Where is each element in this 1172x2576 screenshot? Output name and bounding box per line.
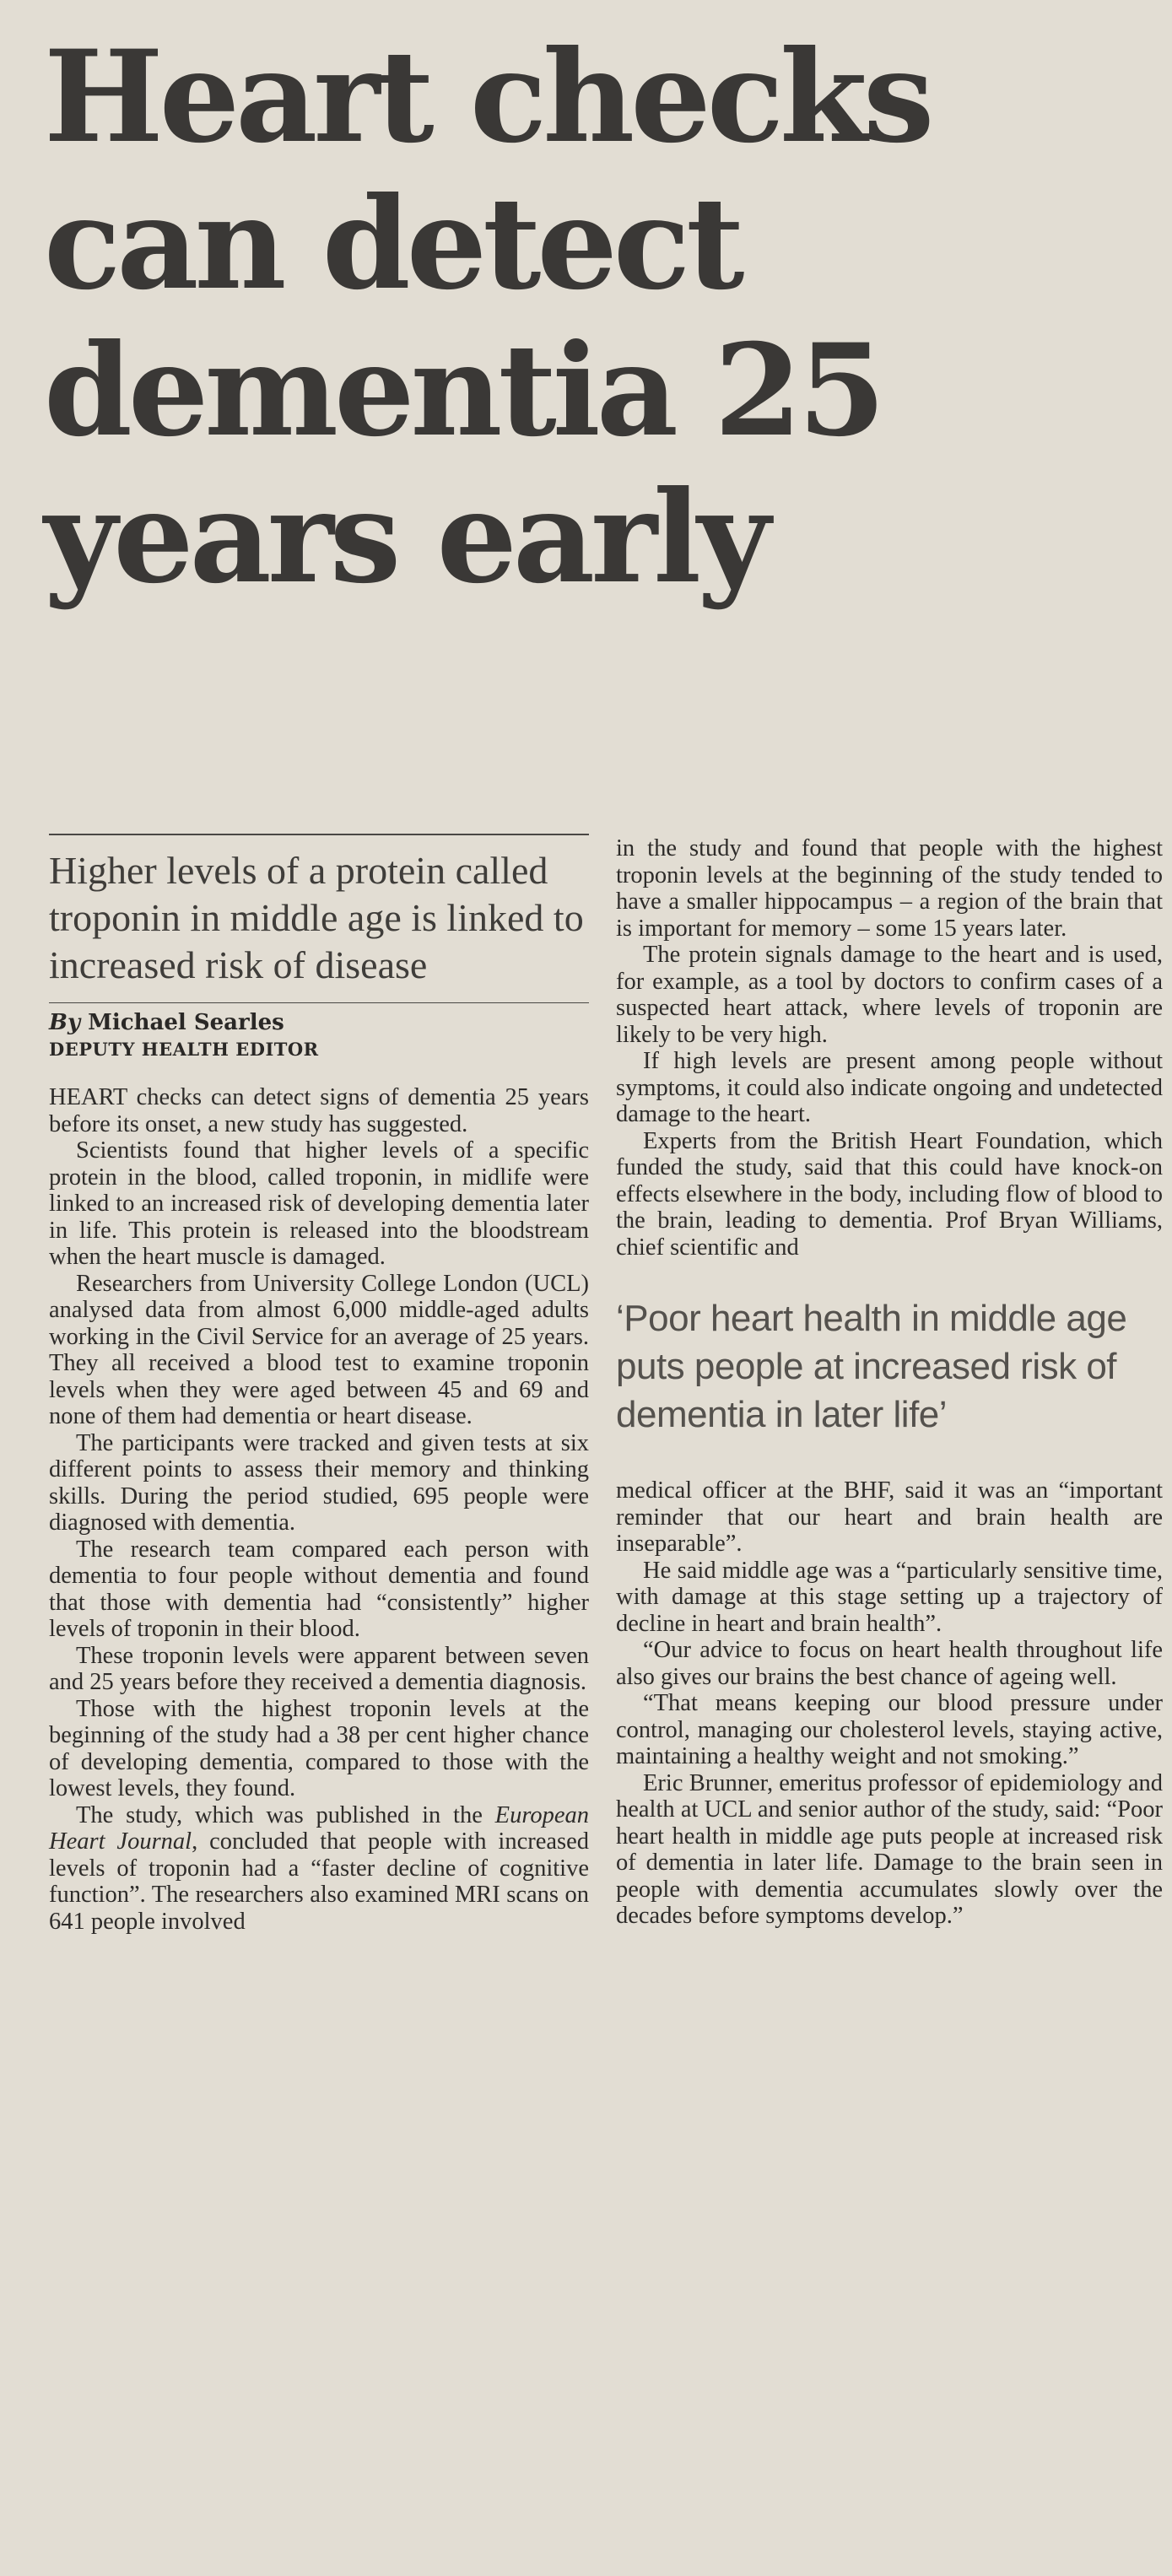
paragraph-right-1: in the study and found that people with the highest troponin levels at the beginning of the study tended to have a smaller hippocampus – a region of the brain that is important for memory – some 15 years later.	[616, 835, 1163, 942]
paragraph-left-3: Researchers from University College London (UCL) analysed data from almost 6,000 middle-aged adults working in the Civil Service for an average of 25 years. They all received a blood test to examine troponin levels when they were aged between 45 and 69 and none of them had dementia or heart disease.	[49, 1270, 589, 1429]
paragraph-left-1: HEART checks can detect signs of dementia 25 years before its onset, a new study has suggested.	[49, 1084, 589, 1137]
paragraph-left-8	[49, 1802, 589, 1936]
byline-author: Michael Searles	[88, 1010, 284, 1035]
paragraph-left-2: Scientists found that higher levels of a specific protein in the blood, called troponin, in midlife were linked to an increased risk of developing dementia later in life. This protein is released into the bloodstream when the heart muscle is damaged.	[49, 1137, 589, 1270]
paragraph-left-8-end: , concluded that people with increased levels of troponin had a “faster decline of cognitive function”. The researchers also examined MRI scans on 641 people involved	[49, 1828, 589, 1935]
paragraph-right-2: The protein signals damage to the heart and is used, for example, as a tool by doctors to confirm cases of a suspected heart attack, where levels of troponin are likely to be very high.	[616, 942, 1163, 1048]
right-column	[616, 835, 1163, 1930]
paragraph-right-8: “That means keeping our blood pressure under control, managing our cholesterol levels, staying active, maintaining a healthy weight and not smoking.”	[616, 1690, 1163, 1769]
left-column	[49, 834, 589, 1935]
article-body-left	[49, 1084, 589, 1935]
standfirst: Higher levels of a protein called troponin in middle age is linked to increased risk of disease	[49, 849, 584, 986]
headline-line-3: dementia 25	[44, 316, 882, 465]
byline	[49, 1008, 589, 1037]
paragraph-left-8-start: The study, which was published in the	[76, 1801, 495, 1828]
paragraph-right-7: “Our advice to focus on heart health throughout life also gives our brains the best chance of ageing well.	[616, 1637, 1163, 1690]
byline-rule	[49, 1002, 589, 1003]
byline-title: DEPUTY HEALTH EDITOR	[49, 1039, 319, 1060]
paragraph-right-9: Eric Brunner, emeritus professor of epidemiology and health at UCL and senior author of the study, said: “Poor heart health in middle age puts people at increased risk of dementia in later life. Damage to the brain seen in people with dementia accumulates slowly over the decades before symptoms develop.”	[616, 1769, 1163, 1929]
paragraph-left-7: Those with the highest troponin levels at the beginning of the study had a 38 per cent higher chance of developing dementia, compared to those with the lowest levels, they found.	[49, 1695, 589, 1801]
headline-line-1: Heart checks	[44, 23, 931, 171]
journal-name: European Heart Journal	[49, 1801, 589, 1855]
paragraph-left-4: The participants were tracked and given tests at six different points to assess their memory and thinking skills. During the period studied, 695 people were diagnosed with dementia.	[49, 1429, 589, 1536]
headline-line-2: can detect	[44, 170, 741, 318]
paragraph-right-6: He said middle age was a “particularly sensitive time, with damage at this stage setting up a trajectory of decline in heart and brain health”.	[616, 1557, 1163, 1637]
article-body-right	[616, 835, 1163, 1261]
byline-prefix: By	[49, 1010, 81, 1035]
pull-quote: ‘Poor heart health in middle age puts people at increased risk of dementia in later life’	[616, 1298, 1127, 1435]
headline	[44, 24, 1158, 611]
paragraph-right-4: Experts from the British Heart Foundation, which funded the study, said that this could have knock-on effects elsewhere in the body, including flow of blood to the brain, leading to dementia. Prof Bryan Williams, chief scientific and	[616, 1127, 1163, 1261]
paragraph-right-3: If high levels are present among people without symptoms, it could also indicate ongoing and undetected damage to the heart.	[616, 1048, 1163, 1127]
standfirst-top-rule	[49, 834, 589, 835]
headline-line-4: years early	[44, 463, 767, 612]
article-body-right-continued	[616, 1477, 1163, 1930]
paragraph-left-5: The research team compared each person with dementia to four people without dementia and found that those with dementia had “consistently” higher levels of troponin in their blood.	[49, 1536, 589, 1642]
paragraph-left-6: These troponin levels were apparent between seven and 25 years before they received a dementia diagnosis.	[49, 1642, 589, 1695]
paragraph-right-5: medical officer at the BHF, said it was an “important reminder that our heart and brain health are inseparable”.	[616, 1477, 1163, 1557]
